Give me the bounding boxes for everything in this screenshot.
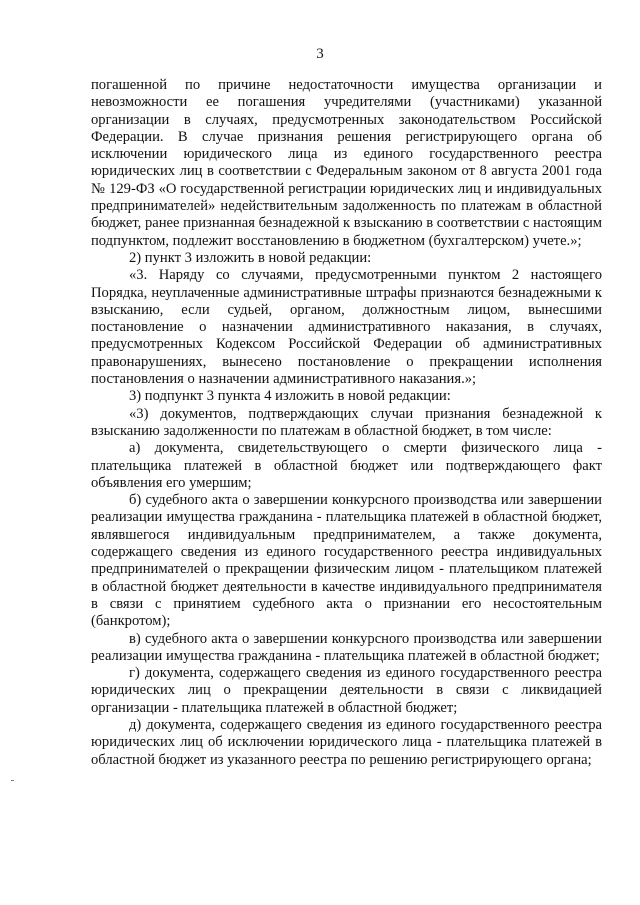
document-body bbox=[91, 77, 602, 769]
paragraph-subitem-d: д) документа, содержащего сведения из единого государственного реестра юридических лиц об исключении юридического лица - плательщика платежей в областной бюджет из указанного реестра по решению регистрирующего органа; bbox=[91, 716, 602, 768]
paragraph-subitem-v: в) судебного акта о завершении конкурсного производства или завершении реализации имущества гражданина - плательщика платежей в областной бюджет; bbox=[91, 630, 602, 664]
paragraph-subitem-a: а) документа, свидетельствующего о смерти физического лица - плательщика платежей в областной бюджет или подтверждающего факт объявления его умершим; bbox=[91, 440, 602, 491]
page-number: 3 bbox=[316, 46, 324, 62]
paragraph-item-2: 2) пункт 3 изложить в новой редакции: bbox=[129, 249, 372, 266]
paragraph-item-3: 3) подпункт 3 пункта 4 изложить в новой редакции: bbox=[129, 388, 451, 405]
paragraph-point-3-text: «3. Наряду со случаями, предусмотренными пунктом 2 настоящего Порядка, неуплаченные административные штрафы признаются безнадежными к взысканию, если судьей, органом, должностным лицом, вынесшими постановление о назначении административного наказания, в случаях, предусмотренных Кодексом Российской Федерации об административных правонарушениях, вынесено постановление о прекращении исполнения постановления о назначении административного наказания.»; bbox=[91, 267, 602, 388]
paragraph-subpoint-3-intro: «3) документов, подтверждающих случаи признания безнадежной к взысканию задолженности по платежам в областной бюджет, в том числе: bbox=[91, 405, 602, 439]
paragraph-continuation: погашенной по причине недостаточности имущества организации и невозможности ее погашения учредителями (участниками) указанной организации в случаях, предусмотренных законодательством Российской Федерации. В случае признания решения регистрирующего органа об исключении юридического лица из единого государственного реестра юридических лиц в соответствии с Федеральным законом от 8 августа 2001 года № 129-ФЗ «О государственной регистрации юридических лиц и индивидуальных предпринимателей» недействительным задолженность по платежам в областной бюджет, ранее признанная безнадежной к взысканию в соответствии с настоящим подпунктом, подлежит восстановлению в бюджетном (бухгалтерском) учете.»; bbox=[91, 77, 602, 249]
paragraph-subitem-b: б) судебного акта о завершении конкурсного производства или завершении реализации имущества гражданина - плательщика платежей в областной бюджет, являвшегося индивидуальным предпринимателем, а также документа, содержащего сведения из единого государственного реестра индивидуальных предпринимателей о прекращении физическим лицом - плательщиком платежей в областной бюджет деятельности в качестве индивидуального предпринимателя в связи с принятием судебного акта о признании его несостоятельным (банкротом); bbox=[91, 492, 602, 630]
scan-margin-mark bbox=[11, 780, 14, 781]
paragraph-subitem-g: г) документа, содержащего сведения из единого государственного реестра юридических лиц о прекращении деятельности в связи с ликвидацией организации - плательщика платежей в областной бюджет; bbox=[91, 665, 602, 716]
